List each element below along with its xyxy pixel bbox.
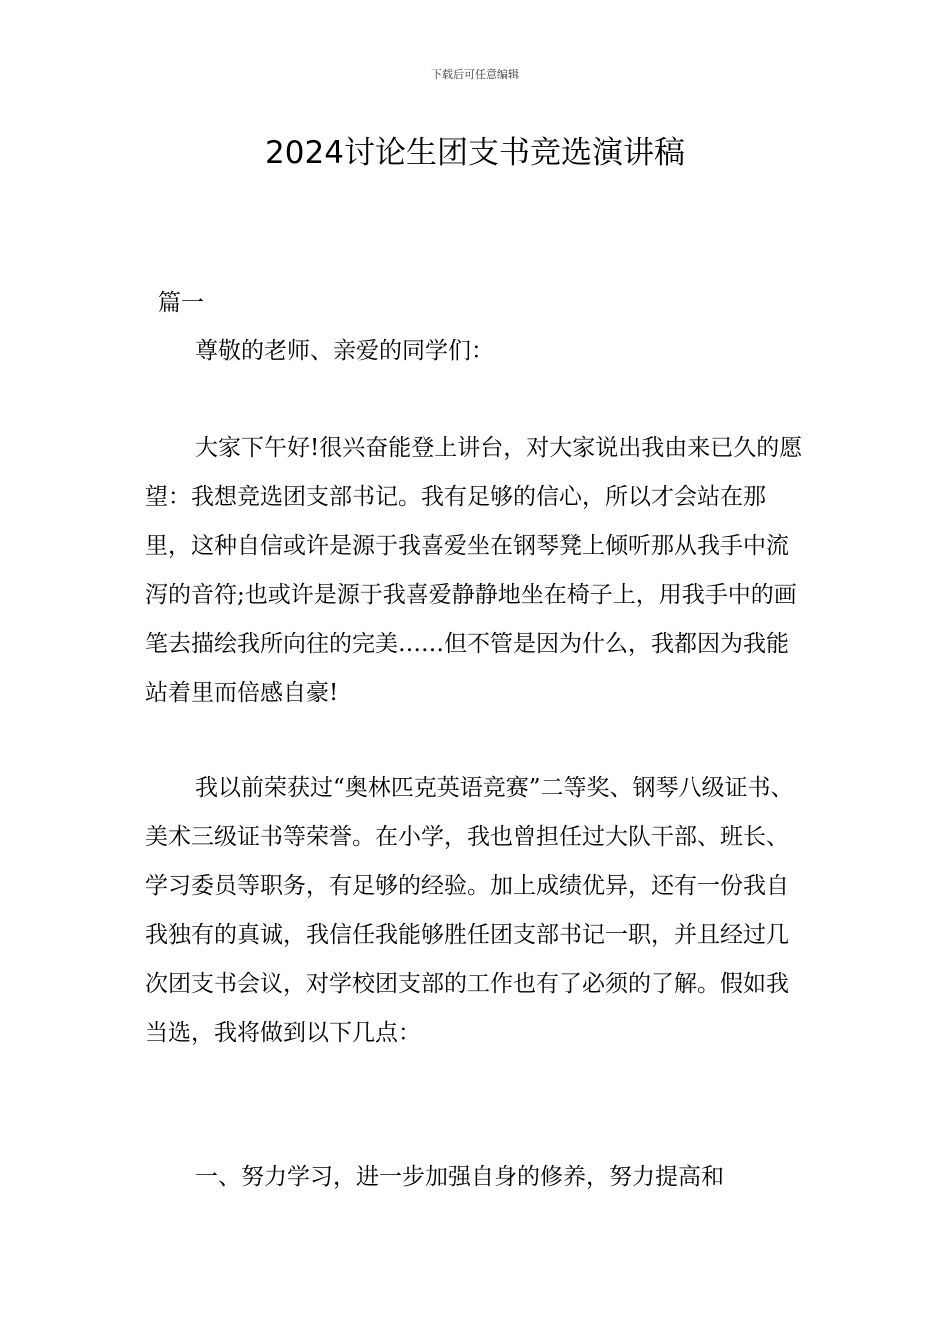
body-paragraph: 我以前荣获过“奥林匹克英语竞赛”二等奖、钢琴八级证书、美术三级证书等荣誉。在小学，我也曾担任过大队干部、班长、学习委员等职务，有足够的经验。加上成绩优异，还有一份我自我独有的真诚，我信任我能够胜任团支部书记一职，并且经过几次团支书会议，对学校团支部的工作也有了必须的了解。假如我当选，我将做到以下几点： (145, 775, 794, 1046)
greeting-paragraph: 尊敬的老师、亲爱的同学们： (195, 338, 494, 364)
body-paragraph: 大家下午好!很兴奋能登上讲台，对大家说出我由来已久的愿望：我想竞选团支部书记。我有足够的信心，所以才会站在那里，这种自信或许是源于我喜爱坐在钢琴凳上倾听那从我手中流泻的音符;也或许是源于我喜爱静静地坐在椅子上，用我手中的画笔去描绘我所向往的完美……但不管是因为什么，我都因为我能站着里而倍感自豪! (145, 435, 803, 706)
body-paragraph: 一、努力学习，进一步加强自身的修养，努力提高和 (195, 1164, 724, 1190)
header-note: 下载后可任意编辑 (431, 68, 519, 81)
section-label: 篇一 (158, 290, 204, 316)
document-title: 2024讨论生团支书竞选演讲稿 (265, 135, 685, 171)
